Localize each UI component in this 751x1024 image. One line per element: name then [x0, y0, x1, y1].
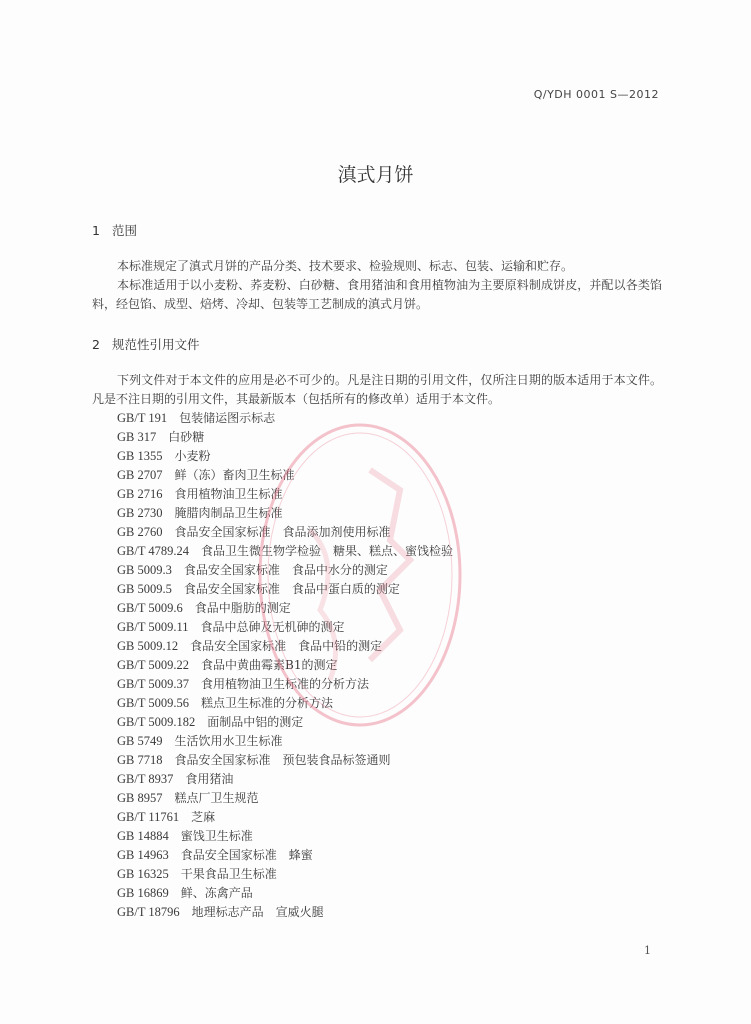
- reference-code: GB 7718: [117, 753, 163, 767]
- reference-code: GB 2716: [117, 487, 163, 501]
- reference-item: [117, 599, 453, 618]
- reference-item: [117, 713, 453, 732]
- reference-list: [117, 409, 453, 922]
- reference-title: 食品中黄曲霉素B1的测定: [201, 658, 338, 672]
- section-2-title: 规范性引用文件: [112, 337, 200, 352]
- reference-code: GB 5009.12: [117, 639, 179, 653]
- reference-code: GB/T 5009.37: [117, 677, 189, 691]
- reference-title: 食品安全国家标准 食品添加剂使用标准: [174, 525, 391, 539]
- reference-title: 白砂糖: [168, 430, 205, 444]
- reference-title: 包装储运图示标志: [179, 411, 276, 425]
- reference-code: GB 2760: [117, 525, 163, 539]
- reference-title: 糕点厂卫生规范: [174, 791, 259, 805]
- reference-title: 食用植物油卫生标准的分析方法: [201, 677, 370, 691]
- reference-title: 腌腊肉制品卫生标准: [174, 506, 283, 520]
- reference-code: GB/T 11761: [117, 810, 180, 824]
- section-1-number: 1: [92, 223, 100, 238]
- reference-item: [117, 827, 453, 846]
- reference-code: GB/T 5009.22: [117, 658, 189, 672]
- reference-title: 小麦粉: [174, 449, 211, 463]
- reference-title: 面制品中铝的测定: [207, 715, 304, 729]
- reference-item: [117, 789, 453, 808]
- reference-title: 食品安全国家标准 蜂蜜: [180, 848, 313, 862]
- reference-code: GB/T 5009.11: [117, 620, 189, 634]
- reference-item: [117, 580, 453, 599]
- reference-title: 食用猪油: [185, 772, 234, 786]
- reference-item: [117, 903, 453, 922]
- reference-code: GB 2707: [117, 468, 163, 482]
- page-number: 1: [644, 944, 651, 957]
- reference-title: 干果食品卫生标准: [180, 867, 277, 881]
- reference-title: 食用植物油卫生标准: [174, 487, 283, 501]
- reference-code: GB 1355: [117, 449, 163, 463]
- reference-code: GB/T 4789.24: [117, 544, 189, 558]
- reference-code: GB 2730: [117, 506, 163, 520]
- reference-title: 芝麻: [191, 810, 216, 824]
- reference-code: GB 5749: [117, 734, 163, 748]
- reference-code: GB 16325: [117, 867, 169, 881]
- reference-item: [117, 447, 453, 466]
- reference-code: GB 14963: [117, 848, 169, 862]
- reference-title: 食品中脂肪的测定: [194, 601, 291, 615]
- section-2-heading: [92, 335, 200, 353]
- reference-code: GB/T 18796: [117, 905, 180, 919]
- reference-item: [117, 732, 453, 751]
- reference-code: GB 16869: [117, 886, 169, 900]
- reference-item: [117, 428, 453, 447]
- reference-title: 食品中总砷及无机砷的测定: [200, 620, 345, 634]
- reference-code: GB 317: [117, 430, 157, 444]
- reference-item: [117, 656, 453, 675]
- reference-item: [117, 751, 453, 770]
- reference-code: GB 5009.5: [117, 582, 172, 596]
- section-1-title: 范围: [112, 223, 138, 238]
- reference-item: [117, 485, 453, 504]
- reference-title: 地理标志产品 宣威火腿: [191, 905, 324, 919]
- section-1-para-2: 本标准适用于以小麦粉、荞麦粉、白砂糖、食用猪油和食用植物油为主要原料制成饼皮，并配以各类馅料，经包馅、成型、焙烤、冷却、包装等工艺制成的滇式月饼。: [92, 278, 662, 311]
- reference-title: 食品安全国家标准 预包装食品标签通则: [174, 753, 391, 767]
- reference-item: [117, 770, 453, 789]
- reference-code: GB/T 5009.56: [117, 696, 189, 710]
- section-1-para-1: 本标准规定了滇式月饼的产品分类、技术要求、检验规则、标志、包装、运输和贮存。: [117, 259, 574, 273]
- reference-item: [117, 542, 453, 561]
- reference-item: [117, 675, 453, 694]
- reference-item: [117, 561, 453, 580]
- reference-item: [117, 618, 453, 637]
- section-2-number: 2: [92, 337, 100, 352]
- reference-code: GB/T 8937: [117, 772, 174, 786]
- reference-code: GB 14884: [117, 829, 169, 843]
- reference-title: 食品安全国家标准 食品中蛋白质的测定: [183, 582, 400, 596]
- reference-title: 糕点卫生标准的分析方法: [201, 696, 334, 710]
- reference-item: [117, 846, 453, 865]
- reference-title: 鲜、冻禽产品: [180, 886, 253, 900]
- reference-item: [117, 808, 453, 827]
- reference-code: GB 5009.3: [117, 563, 172, 577]
- reference-title: 食品安全国家标准 食品中铅的测定: [190, 639, 383, 653]
- reference-item: [117, 466, 453, 485]
- reference-code: GB/T 191: [117, 411, 168, 425]
- reference-title: 食品卫生微生物学检验 糖果、糕点、蜜饯检验: [201, 544, 454, 558]
- reference-item: [117, 523, 453, 542]
- reference-title: 蜜饯卫生标准: [180, 829, 253, 843]
- reference-item: [117, 865, 453, 884]
- reference-code: GB 8957: [117, 791, 163, 805]
- reference-item: [117, 884, 453, 903]
- document-title: 滇式月饼: [337, 164, 414, 186]
- standard-code: Q/YDH 0001 S—2012: [533, 88, 659, 101]
- reference-code: GB/T 5009.182: [117, 715, 196, 729]
- reference-item: [117, 504, 453, 523]
- reference-title: 食品安全国家标准 食品中水分的测定: [183, 563, 388, 577]
- reference-item: [117, 409, 453, 428]
- reference-item: [117, 637, 453, 656]
- reference-code: GB/T 5009.6: [117, 601, 183, 615]
- reference-title: 鲜（冻）畜肉卫生标准: [174, 468, 295, 482]
- section-1-heading: [92, 221, 137, 239]
- reference-item: [117, 694, 453, 713]
- reference-title: 生活饮用水卫生标准: [174, 734, 283, 748]
- section-2-para: 下列文件对于本文件的应用是必不可少的。凡是注日期的引用文件，仅所注日期的版本适用于本文件。凡是不注日期的引用文件，其最新版本（包括所有的修改单）适用于本文件。: [92, 373, 662, 406]
